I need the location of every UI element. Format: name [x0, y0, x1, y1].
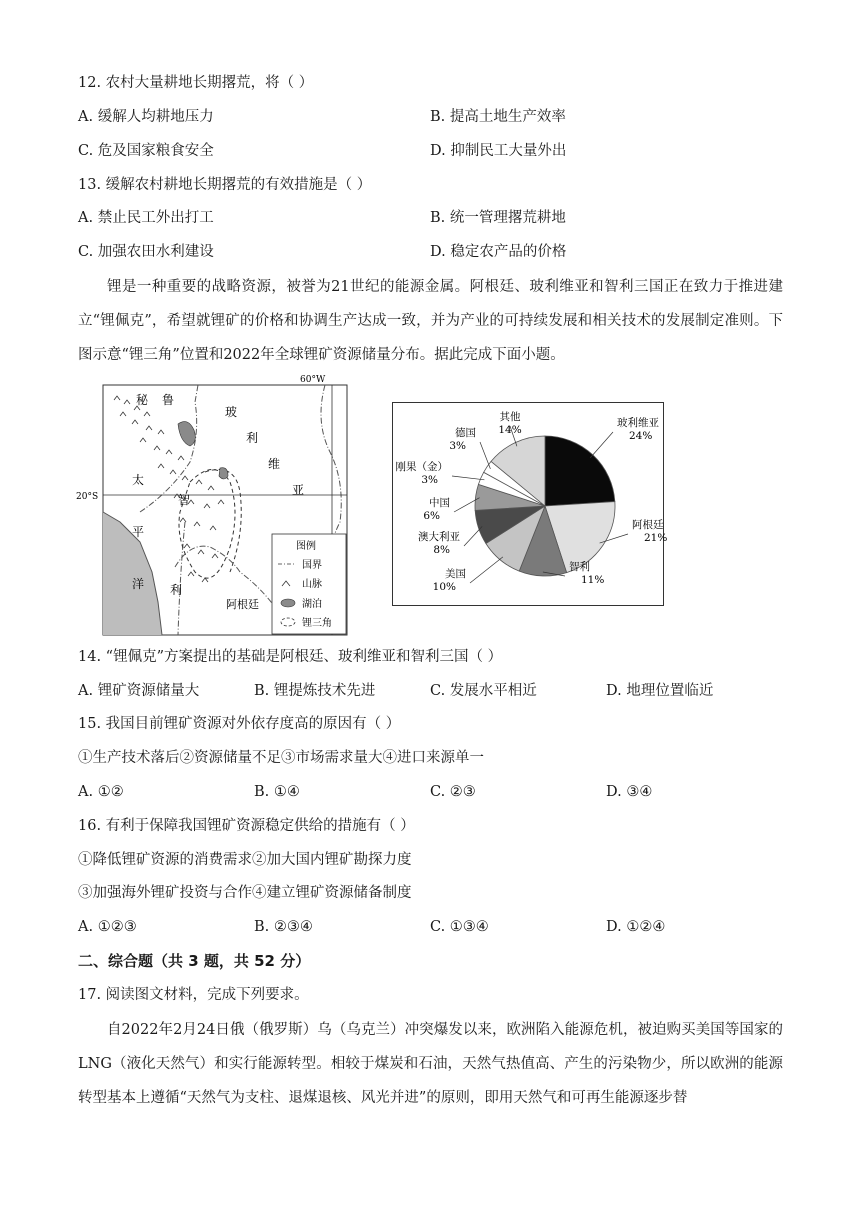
q12-option-b[interactable]: B. 提高土地生产效率	[430, 109, 566, 125]
pie-category-label: 阿根廷	[632, 519, 664, 531]
map-country-char: 智	[178, 493, 191, 507]
pie-value-label: 24%	[629, 430, 653, 442]
map-country-char: 维	[268, 457, 281, 471]
map-country-char: 亚	[292, 483, 305, 497]
legend-lake: 湖泊	[302, 599, 322, 610]
question-16-stem: 16. 有利于保障我国锂矿资源稳定供给的措施有（ ）	[78, 818, 415, 834]
pie-category-label: 美国	[445, 568, 466, 580]
map-ocean-char: 洋	[132, 577, 145, 591]
map-ocean-char: 平	[132, 525, 145, 539]
q12-option-d[interactable]: D. 抑制民工大量外出	[430, 143, 567, 159]
q13-option-c[interactable]: C. 加强农田水利建设	[78, 244, 214, 260]
lithium-triangle-map	[76, 372, 350, 638]
pie-value-label: 3%	[449, 440, 466, 452]
q14-option-c[interactable]: C. 发展水平相近	[430, 683, 537, 699]
map-ocean-char: 太	[132, 473, 145, 487]
q15-option-c[interactable]: C. ②③	[430, 784, 476, 800]
q16-items-line2: ③加强海外锂矿投资与合作④建立锂矿资源储备制度	[78, 885, 412, 901]
legend-mountain: 山脉	[302, 579, 322, 590]
q15-option-a[interactable]: A. ①②	[78, 784, 124, 800]
pie-category-label: 智利	[569, 561, 590, 573]
pie-category-label: 玻利维亚	[617, 417, 659, 429]
pie-value-label: 6%	[423, 510, 440, 522]
map-country-argentina: 阿根廷	[226, 598, 259, 611]
q14-option-b[interactable]: B. 锂提炼技术先进	[254, 683, 376, 699]
pie-category-label: 刚果（金）	[395, 461, 448, 473]
map-country-char: 利	[170, 583, 183, 597]
q17-material-paragraph: 自2022年2月24日俄（俄罗斯）乌（乌克兰）冲突爆发以来，欧洲陷入能源危机，被迫购买美国等国家的LNG（液化天然气）和实行能源转型。相较于煤炭和石油，天然气热值高、产生的污染物少，所以欧洲的能源转型基本上遵循“天然气为支柱、退煤退核、风光并进”的原则，即用天然气和可再生能源逐步替	[78, 1022, 783, 1106]
pie-category-label: 澳大利亚	[418, 531, 460, 543]
section-2-heading: 二、综合题（共 3 题，共 52 分）	[78, 952, 311, 970]
pie-value-label: 11%	[581, 574, 605, 586]
lithium-intro-paragraph: 锂是一种重要的战略资源，被誉为21世纪的能源金属。阿根廷、玻利维亚和智利三国正在致力于推进建立“锂佩克”，希望就锂矿的价格和协调生产达成一致，并为产业的可持续发展和相关技术的发展制定准则。下图示意“锂三角”位置和2022年全球锂矿资源储量分布。据此完成下面小题。	[78, 279, 783, 363]
question-15-stem: 15. 我国目前锂矿资源对外依存度高的原因有（ ）	[78, 716, 401, 732]
legend-border: 国界	[302, 560, 322, 571]
q15-option-d[interactable]: D. ③④	[606, 784, 653, 800]
map-country-char: 玻	[225, 405, 238, 419]
q14-option-a[interactable]: A. 锂矿资源储量大	[78, 683, 200, 699]
q16-items-line1: ①降低锂矿资源的消费需求②加大国内锂矿勘探力度	[78, 852, 412, 868]
q12-option-c[interactable]: C. 危及国家粮食安全	[78, 143, 214, 159]
pie-category-label: 德国	[455, 427, 476, 439]
lithium-reserves-pie-chart	[392, 402, 668, 606]
pie-category-label: 其他	[499, 411, 521, 423]
map-country-char: 鲁	[162, 393, 175, 407]
pie-value-label: 3%	[421, 474, 438, 486]
map-country-char: 秘	[136, 393, 149, 407]
q14-option-d[interactable]: D. 地理位置临近	[606, 683, 714, 699]
q13-option-b[interactable]: B. 统一管理撂荒耕地	[430, 210, 566, 226]
q15-items: ①生产技术落后②资源储量不足③市场需求量大④进口来源单一	[78, 750, 484, 766]
question-13-stem: 13. 缓解农村耕地长期撂荒的有效措施是（ ）	[78, 177, 372, 193]
q12-option-a[interactable]: A. 缓解人均耕地压力	[78, 109, 214, 125]
q16-option-c[interactable]: C. ①③④	[430, 919, 489, 935]
question-14-stem: 14. “锂佩克”方案提出的基础是阿根廷、玻利维亚和智利三国（ ）	[78, 649, 503, 665]
pie-category-label: 中国	[429, 497, 450, 509]
q13-option-d[interactable]: D. 稳定农产品的价格	[430, 244, 567, 260]
legend-lithium-triangle: 锂三角	[302, 618, 332, 629]
q16-option-a[interactable]: A. ①②③	[78, 919, 137, 935]
q16-option-d[interactable]: D. ①②④	[606, 919, 666, 935]
pie-value-label: 21%	[644, 532, 668, 544]
q13-option-a[interactable]: A. 禁止民工外出打工	[78, 210, 214, 226]
q16-option-b[interactable]: B. ②③④	[254, 919, 313, 935]
q15-option-b[interactable]: B. ①④	[254, 784, 300, 800]
latitude-label: 20°S	[76, 492, 99, 502]
question-17-stem: 17. 阅读图文材料，完成下列要求。	[78, 987, 309, 1003]
pie-value-label: 14%	[498, 424, 522, 436]
question-12-stem: 12. 农村大量耕地长期撂荒，将（ ）	[78, 75, 314, 91]
legend-title: 图例	[296, 541, 316, 552]
pie-value-label: 8%	[433, 544, 450, 556]
longitude-label: 60°W	[300, 375, 326, 385]
pie-value-label: 10%	[432, 581, 456, 593]
map-country-char: 利	[246, 431, 259, 445]
